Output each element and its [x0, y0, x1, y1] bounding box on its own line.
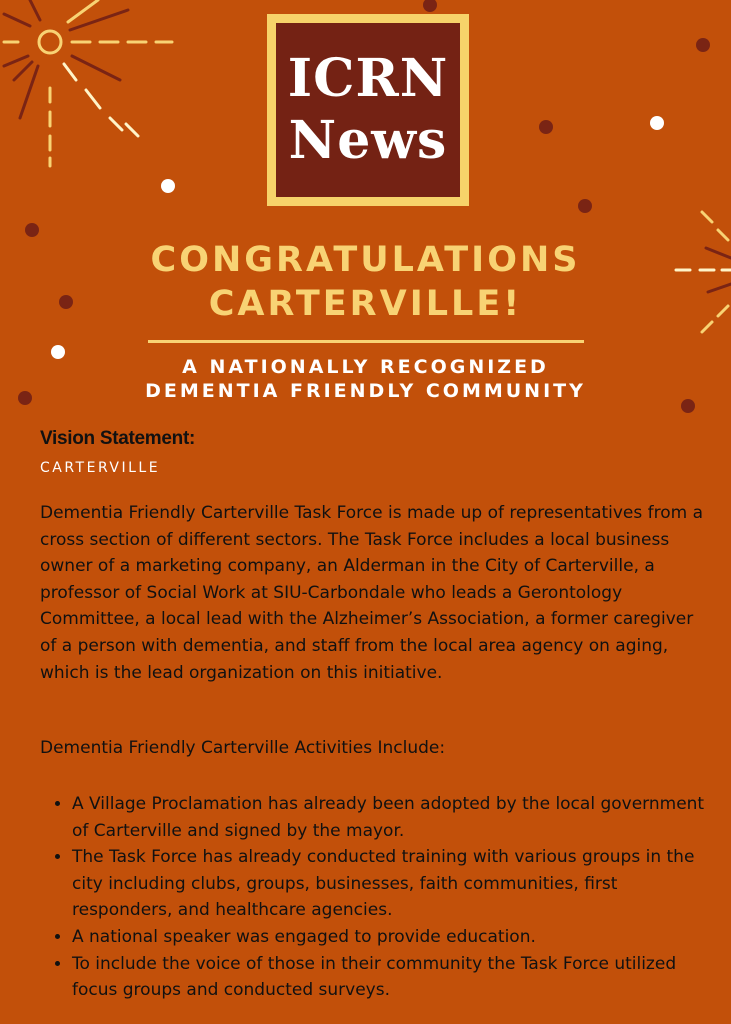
vision-paragraph: Dementia Friendly Carterville Task Force is made up of representatives from a cross section of different sectors. The Task Force includes a local business owner of a marketing company, an Alderman in the City of Carterville, a professor of Social Work at SIU-Carbondale who leads a Gerontology Committee, a local lead with the Alzheimer’s Association, a former caregiver of a person with dementia, and staff from the local area agency on aging, which is the lead organization on this initiative.	[40, 503, 704, 683]
vision-subheading: CARTERVILLE	[40, 460, 161, 476]
list-item: • To include the voice of those in their community the Task Force utilized focus groups and conducted surveys.	[72, 951, 712, 1004]
activities-list	[40, 791, 712, 1004]
subtitle	[0, 355, 731, 403]
icrn-news-logo	[267, 14, 469, 206]
list-item: • The Task Force has already conducted training with various groups in the city including clubs, groups, businesses, faith communities, first responders, and healthcare agencies.	[72, 844, 712, 924]
subtitle-line1: A NATIONALLY RECOGNIZED	[182, 356, 549, 378]
divider	[148, 340, 584, 343]
list-item: • A Village Proclamation has already been adopted by the local government of Carterville and signed by the mayor.	[72, 791, 712, 844]
headline	[0, 238, 731, 326]
activities-title: Dementia Friendly Carterville Activities Include:	[40, 738, 446, 758]
subtitle-line2: DEMENTIA FRIENDLY COMMUNITY	[145, 380, 586, 402]
headline-line1: CONGRATULATIONS	[150, 240, 581, 280]
logo-text-line1: ICRN	[287, 48, 449, 109]
logo-inner	[276, 23, 460, 197]
firework-top-left-icon	[4, 0, 172, 166]
logo-text-line2: News	[288, 110, 448, 171]
vision-heading: Vision Statement:	[40, 428, 196, 449]
headline-line2: CARTERVILLE!	[208, 284, 523, 324]
list-item: • A national speaker was engaged to provide education.	[72, 924, 712, 951]
